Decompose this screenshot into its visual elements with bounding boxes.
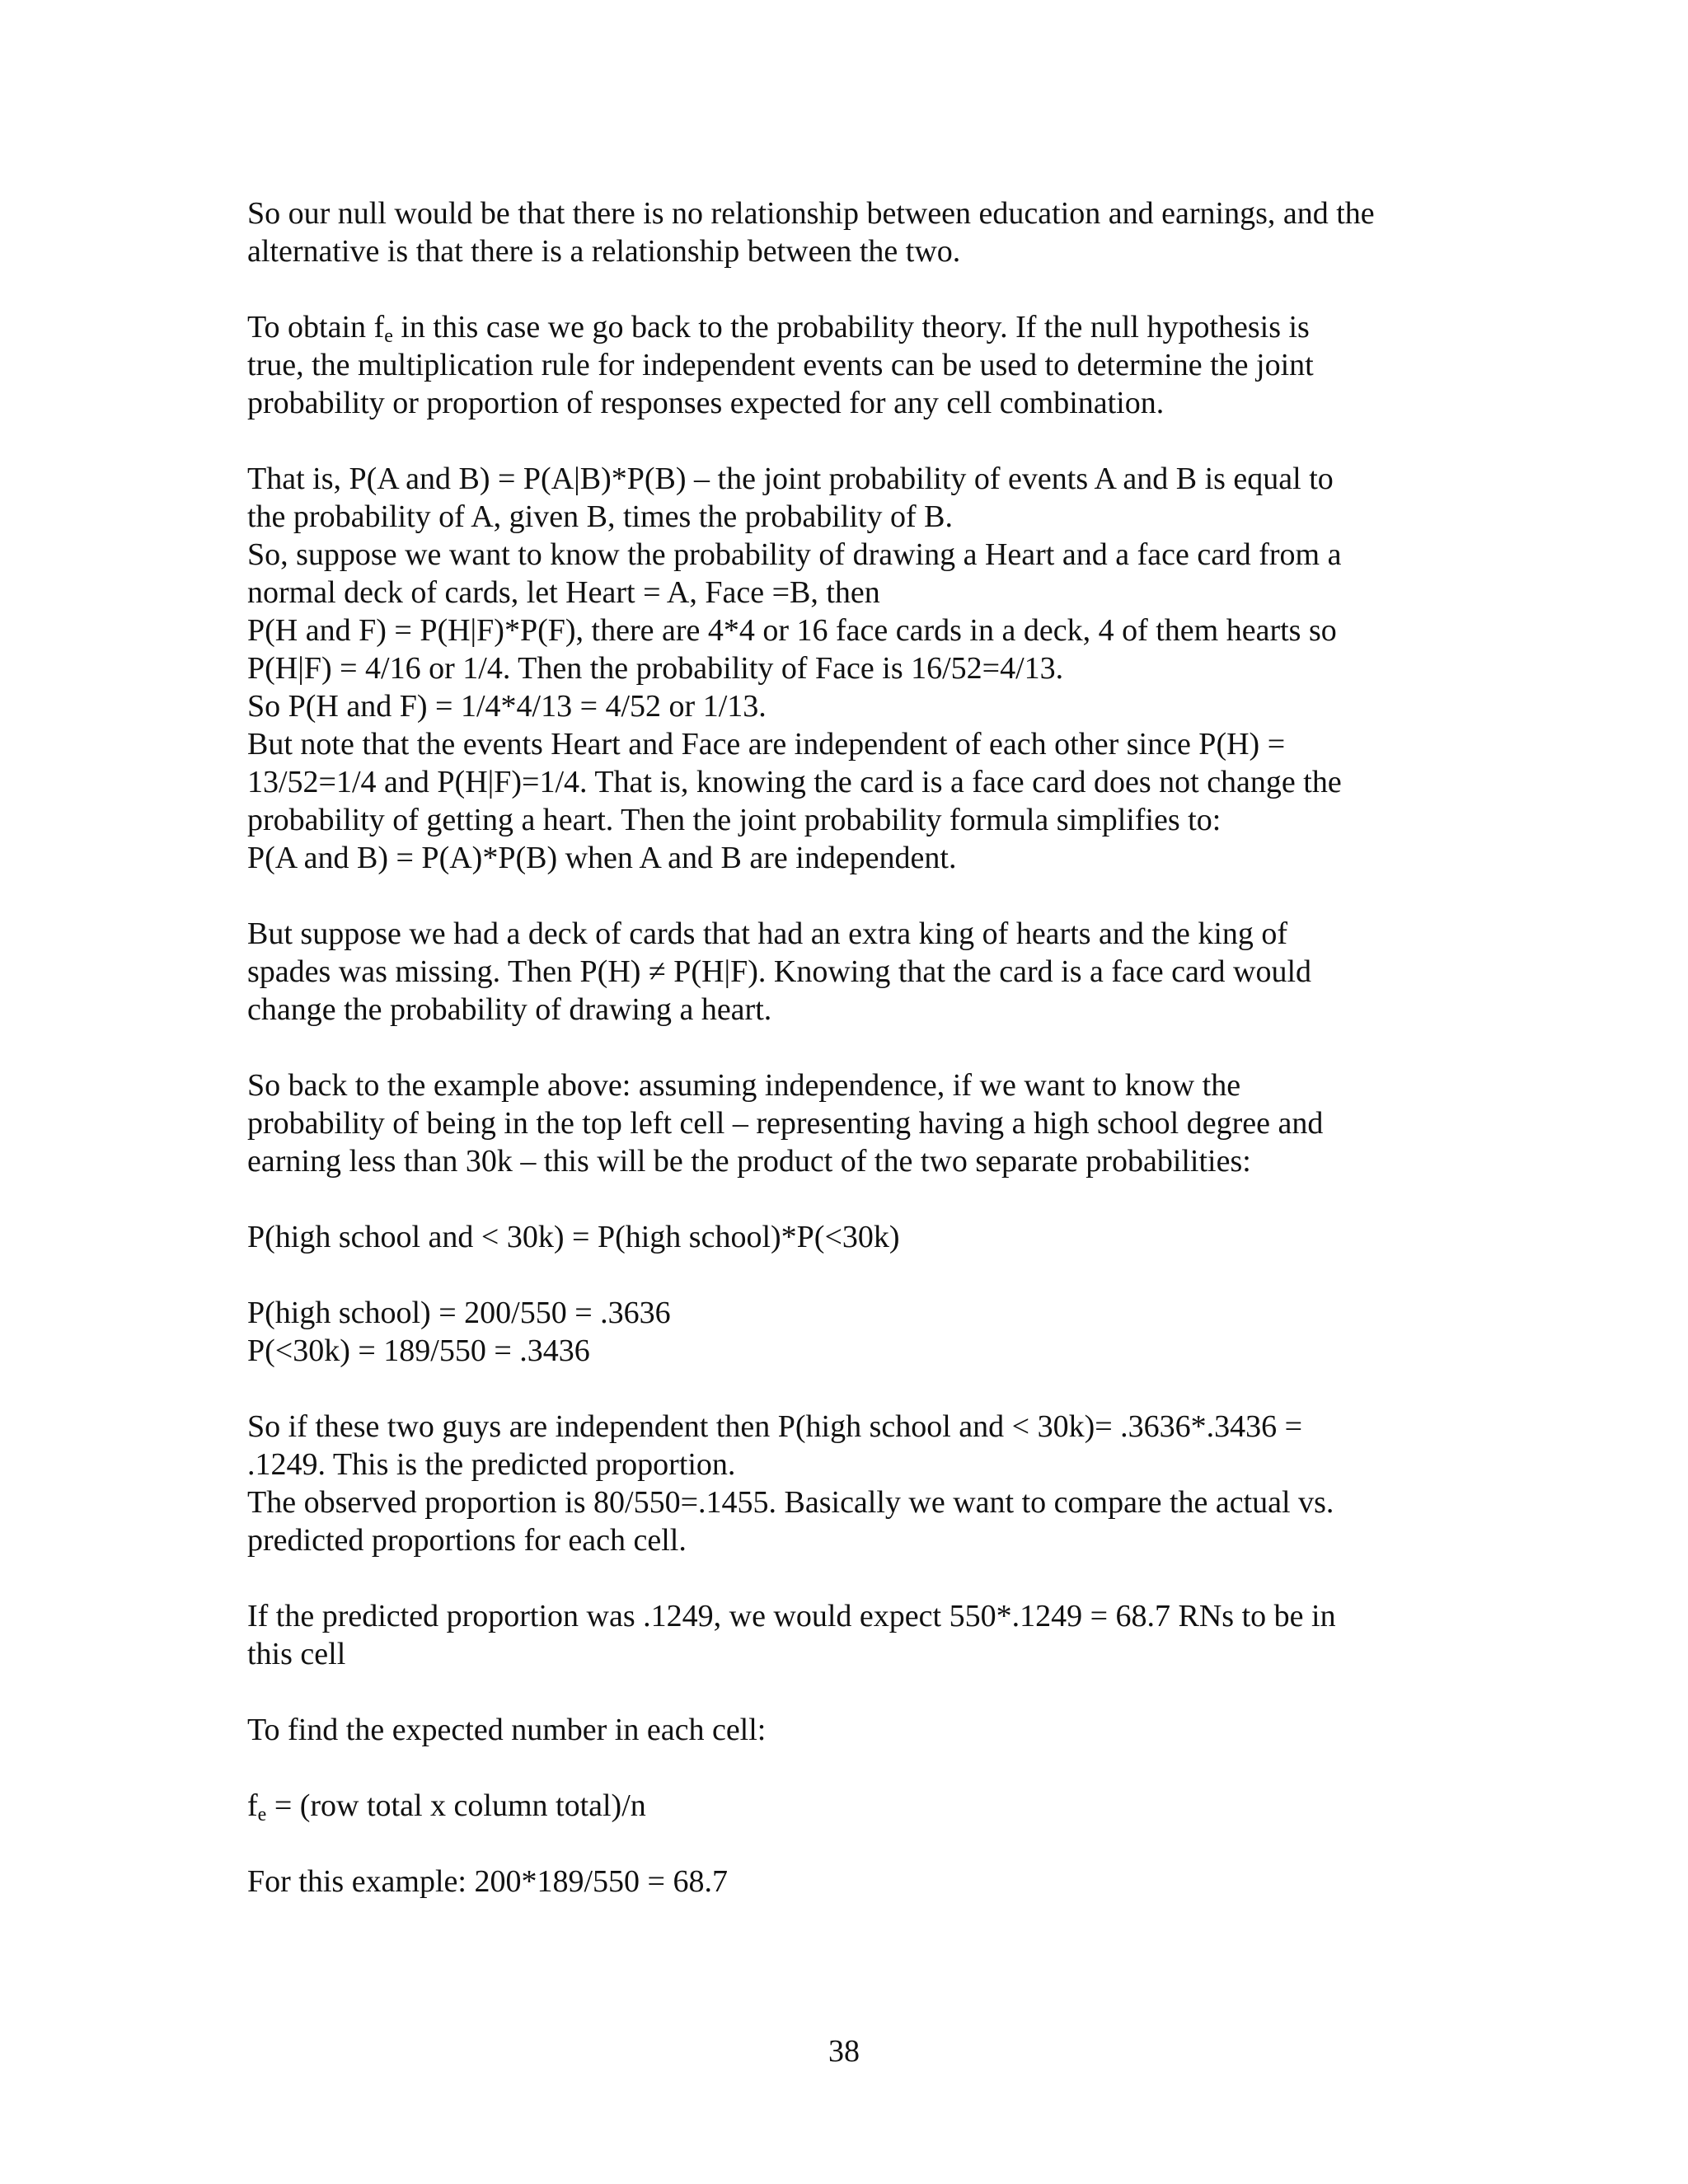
paragraph-gap [247,1749,1459,1787]
page-body-text [247,194,1459,1900]
text-line: the probability of A, given B, times the probability of B. [247,499,953,534]
paragraph-gap [247,1673,1459,1711]
text-line: true, the multiplication rule for independent events can be used to determine the joint [247,348,1314,382]
text-line: 13/52=1/4 and P(H|F)=1/4. That is, knowing the card is a face card does not change the [247,765,1342,799]
paragraph-gap [247,1029,1459,1066]
page-number: 38 [828,2034,860,2069]
text-line: predicted proportions for each cell. [247,1523,687,1558]
text-line: alternative is that there is a relationship between the two. [247,234,961,269]
subscript: e [384,326,393,347]
text-run: f [247,1788,258,1823]
subscript: e [257,1804,267,1825]
text-line: P(A and B) = P(A)*P(B) when A and B are independent. [247,841,957,875]
text-line: That is, P(A and B) = P(A|B)*P(B) – the joint probability of events A and B is equal to [247,462,1334,496]
paragraph-gap [247,422,1459,460]
text-line: So if these two guys are independent then P(high school and < 30k)= .3636*.3436 = [247,1409,1303,1444]
text-line: The observed proportion is 80/550=.1455. Basically we want to compare the actual vs. [247,1485,1334,1520]
paragraph-gap [247,877,1459,915]
text-line: probability of getting a heart. Then the joint probability formula simplifies to: [247,803,1221,837]
paragraph-gap [247,270,1459,308]
text-run: To obtain f [247,310,385,344]
text-run: in this case we go back to the probability theory. If the null hypothesis is [392,310,1310,344]
text-line: So P(H and F) = 1/4*4/13 = 4/52 or 1/13. [247,689,767,724]
text-line: normal deck of cards, let Heart = A, Face =B, then [247,575,880,610]
text-line [247,1787,1459,1825]
text-line: So back to the example above: assuming independence, if we want to know the [247,1068,1241,1103]
paragraph-gap [247,1825,1459,1863]
text-line: P(<30k) = 189/550 = .3436 [247,1333,590,1368]
text-line: P(high school and < 30k) = P(high school)*P(<30k) [247,1220,900,1254]
text-line: probability or proportion of responses expected for any cell combination. [247,386,1165,420]
paragraph-gap [247,1256,1459,1294]
text-line: So our null would be that there is no relationship between education and earnings, and the [247,196,1375,231]
text-line: this cell [247,1637,346,1671]
text-line: But suppose we had a deck of cards that had an extra king of hearts and the king of [247,916,1288,951]
text-line: If the predicted proportion was .1249, we would expect 550*.1249 = 68.7 RNs to be in [247,1599,1336,1633]
paragraph-gap [247,1370,1459,1408]
text-line: P(H|F) = 4/16 or 1/4. Then the probability of Face is 16/52=4/13. [247,651,1064,686]
text-line: So, suppose we want to know the probability of drawing a Heart and a face card from a [247,537,1342,572]
paragraph-gap [247,1180,1459,1218]
text-line: For this example: 200*189/550 = 68.7 [247,1864,728,1899]
text-line: change the probability of drawing a heart. [247,992,772,1027]
text-line: .1249. This is the predicted proportion. [247,1447,736,1482]
text-line: probability of being in the top left cell – representing having a high school degree and [247,1106,1324,1141]
text-line: spades was missing. Then P(H) ≠ P(H|F). Knowing that the card is a face card would [247,954,1311,989]
paragraph-gap [247,1559,1459,1597]
text-line: But note that the events Heart and Face are independent of each other since P(H) = [247,727,1286,762]
text-line [247,308,1459,346]
text-line: earning less than 30k – this will be the product of the two separate probabilities: [247,1144,1251,1179]
text-line: P(high school) = 200/550 = .3636 [247,1296,671,1330]
text-line: To find the expected number in each cell: [247,1713,767,1747]
text-line: P(H and F) = P(H|F)*P(F), there are 4*4 or 16 face cards in a deck, 4 of them hearts so [247,613,1337,648]
text-run: = (row total x column total)/n [266,1788,646,1823]
